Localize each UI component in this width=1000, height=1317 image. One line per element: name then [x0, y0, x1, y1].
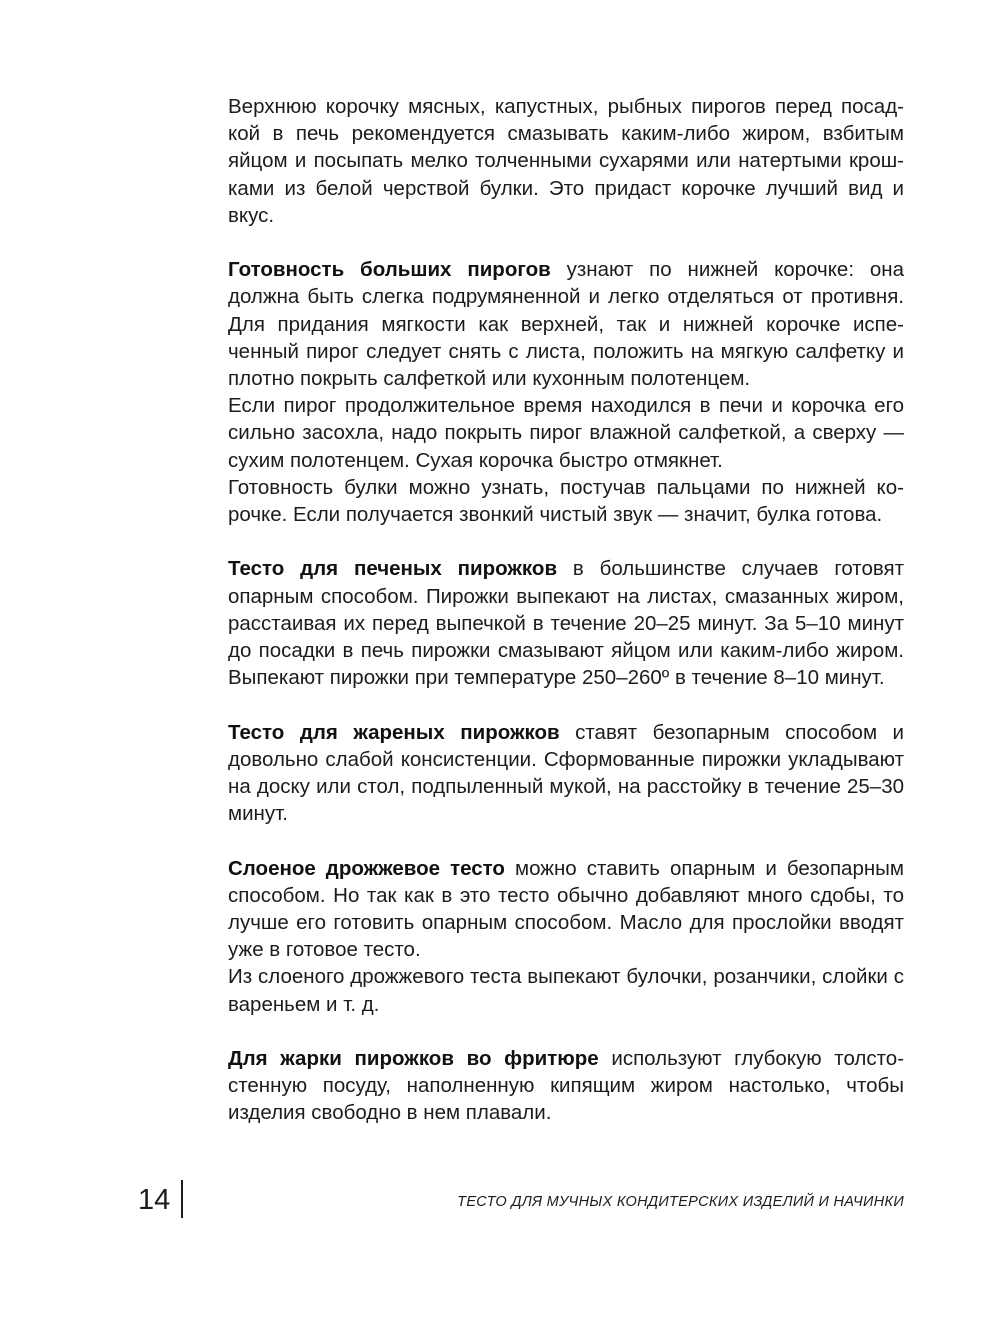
page-footer	[0, 1180, 1000, 1220]
paragraph-text: Из слоеного дрожжевого теста выпекают булочки, розанчики, слойки с вареньем и т. д.	[228, 965, 904, 1016]
paragraph	[228, 719, 904, 828]
paragraph-lead: Тесто для жареных пирожков	[228, 720, 560, 744]
paragraph-lead: Слоеное дрожжевое тесто	[228, 856, 505, 880]
running-head: ТЕСТО ДЛЯ МУЧНЫХ КОНДИТЕРСКИХ ИЗДЕЛИЙ И НАЧИНКИ	[457, 1194, 904, 1210]
paragraph	[228, 256, 904, 392]
section-large-pie-doneness	[228, 256, 904, 528]
paragraph-lead: Готовность больших пирогов	[228, 258, 551, 282]
paragraph	[228, 963, 904, 1017]
paragraph	[228, 1045, 904, 1127]
page-number-divider	[181, 1180, 183, 1218]
paragraph-text: Верхнюю корочку мясных, капустных, рыбных пирогов перед посадкой в печь рекомендуется смазывать каким-либо жиром, взбитым яйцом и посыпать мелко толченными сухарями или натертыми крошками из белой черствой булки. Это придаст корочке лучший вид и вкус.	[228, 95, 904, 227]
paragraph	[228, 474, 904, 528]
paragraph-text: Готовность булки можно узнать, постучав пальцами по нижней корочке. Если получается звонкий чистый звук — значит, булка готова.	[228, 475, 904, 527]
paragraph	[228, 392, 904, 474]
section-baked-pirozhki-dough	[228, 555, 904, 691]
section-puff-yeast-dough	[228, 855, 904, 1018]
paragraph-text: узнают по нижней корочке: она должна быть слегка подрумяненной и легко отделяться от противня. Для придания мягкости как верхней, так и нижней корочке испеченный пирог следует снять с листа, положить на мягкую салфетку и плотно покрыть салфеткой или кухонным полотенцем.	[228, 258, 905, 391]
section-fried-pirozhki-dough	[228, 719, 904, 828]
paragraph-text: ставят безопарным способом и довольно слабой консистенции. Сформованные пирожки укладывают на доску или стол, подпыленный мукой, на расстойку в течение 25–30 минут.	[228, 720, 905, 826]
paragraph-text: Если пирог продолжительное время находился в печи и корочка его сильно засохла, надо покрыть пирог влажной салфеткой, а сверху — сухим полотенцем. Сухая корочка быстро отмякнет.	[228, 394, 904, 472]
paragraph	[228, 555, 904, 691]
page-number: 14	[138, 1184, 171, 1216]
paragraph	[228, 93, 904, 229]
section-deep-frying	[228, 1045, 904, 1127]
paragraph-lead: Тесто для печеных пирожков	[228, 557, 558, 581]
paragraph-text: используют глубокую толстостенную посуду, наполненную кипящим жиром настолько, чтобы изделия свободно в нем плавали.	[228, 1047, 905, 1125]
section-pie-crust	[228, 93, 904, 229]
body-text	[228, 93, 904, 1154]
paragraph-text: в большинстве случаев готовят опарным способом. Пирожки выпекают на листах, смазанных жиром, расстаивая их перед выпечкой в течение 20–25 минут. За 5–10 минут до посадки в печь пирожки смазывают яйцом или каким-либо жиром. Выпекают пирожки при температуре 250–260º в течение 8–10 минут.	[228, 557, 905, 690]
paragraph	[228, 855, 904, 964]
paragraph-text: можно ставить опарным и безопарным способом. Но так как в это тесто обычно добавляют много сдобы, то лучше его готовить опарным способом. Масло для прослойки вводят уже в готовое тесто.	[228, 856, 904, 962]
paragraph-lead: Для жарки пирожков во фритюре	[228, 1047, 599, 1071]
